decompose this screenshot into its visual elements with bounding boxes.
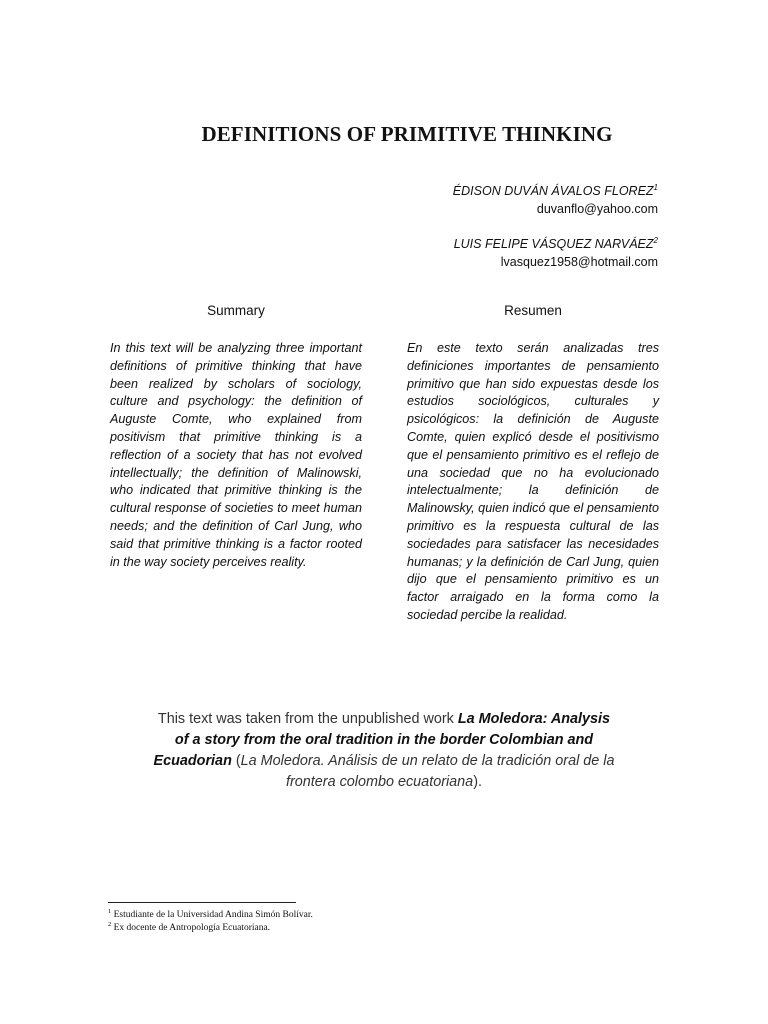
summary-heading: Summary [207,303,265,318]
footnote-divider [108,902,296,903]
author-email[interactable]: duvanflo@yahoo.com [536,202,658,216]
footnote-item: $^2$ Ex docente de Antropología Ecuatoriana. [108,920,271,933]
resumen-heading: Resumen [504,303,562,318]
paper-title: DEFINITIONS OF PRIMITIVE THINKING [201,122,613,146]
summary-column [110,301,362,571]
footnote-item: $^1$ Estudiante de la Universidad Andina Simón Bolívar. [108,907,313,920]
footnote-mark: 2 [653,235,658,245]
author-name: ÉDISON DUVÁN ÁVALOS FLOREZ$^1$ [452,182,658,198]
resumen-column [407,301,659,625]
author-block [453,182,658,271]
source-work-title: La Moledora: Analysis of a story from the oral tradition in the border Colombian and Ecuadorian [153,711,611,769]
author-name: LUIS FELIPE VÁSQUEZ NARVÁEZ$^2$ [453,235,658,251]
summary-text: In this text will be analyzing three important definitions of primitive thinking that have been realized by scholars of sociology, culture and psychology: the definition of Auguste Comte, who explained from positivism that primitive thinking is a reflection of a society that has not evolved intellectually; the definition of Malinowski, who indicated that primitive thinking is the cultural response of societies to meet human needs; and the definition of Carl Jung, who said that primitive thinking is a factor rooted in the way society perceives reality. [110,341,362,569]
footnotes [108,909,313,935]
resumen-text: En este texto serán analizadas tres definiciones importantes de pensamiento primitivo que han sido expuestas desde los estudios sociológicos, culturales y psicológicos: la definición de Auguste Comte, quien explicó desde el positivismo que el pensamiento primitivo es el reflejo de una sociedad que no ha evolucionado intelectualmente; la definición de Malinowsky, quien indicó que el pensamiento primitivo es la respuesta cultural de las sociedades para satisfacer las necesidades humanas; y la definición de Carl Jung, quien dijo que el pensamiento primitivo es un factor arraigado en la forma como la sociedad percibe la realidad. [407,341,659,622]
source-spanish-title: La Moledora. Análisis de un relato de la tradición oral de la frontera colombo ecuatoriana [240,753,615,790]
source-note-intro: This text was taken from the unpublished work [157,711,458,727]
footnote-mark: 1 [653,182,658,192]
source-note: This text was taken from the unpublished work La Moledora: Analysis of a story from the oral tradition in the border Colombian and Ecuadorian (La Moledora. Análisis de un relato de la tradición oral de la frontera colombo ecuatoriana). [153,711,615,790]
author-email[interactable]: lvasquez1958@hotmail.com [500,255,658,269]
